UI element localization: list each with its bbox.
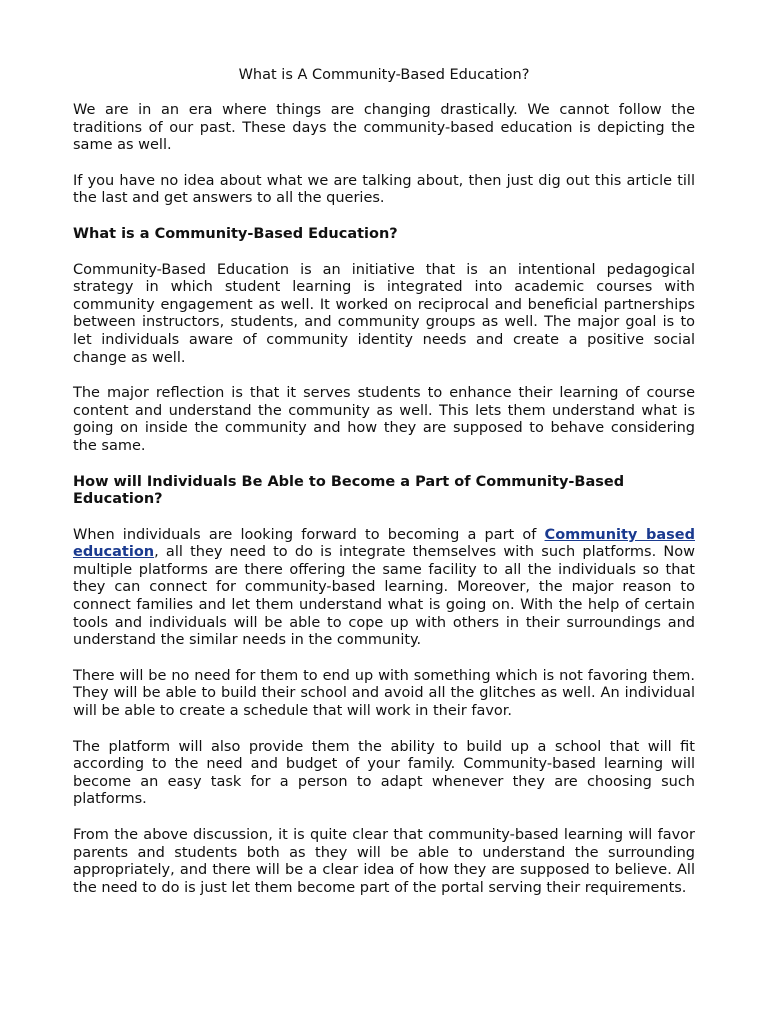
section-2-paragraph-4: From the above discussion, it is quite clear that community-based learning will favor parents and students both as they will be able to understand the surrounding appropriately, and there will be a clear idea of how they are supposed to believe. All the need to do is just let them become part of the portal serving their requirements. [73, 827, 695, 896]
section-2-paragraph-3: The platform will also provide them the ability to build up a school that will fit according to the need and budget of your family. Community-based learning will become an easy task for a person to adapt whenever they are choosing such platforms. [73, 738, 695, 808]
intro-paragraph-1: We are in an era where things are changing drastically. We cannot follow the traditions of our past. These days the community-based education is depicting the same as well. [73, 102, 695, 154]
section-1-paragraph-2: The major reflection is that it serves students to enhance their learning of course content and understand the community as well. This lets them understand what is going on inside the community and how they are supposed to behave considering the same. [73, 385, 695, 454]
paragraph-text-after-link: , all they need to do is integrate themselves with such platforms. Now multiple platforms are there offering the same facility to all the individuals so that they can connect for community-based learning. Moreover, the major reason to connect families and let them understand what is going on. With the help of certain tools and individuals will be able to cope up with others in their surroundings and understand the similar needs in the community. [73, 544, 695, 649]
community-based-education-link[interactable]: Community based education [73, 526, 695, 561]
paragraph-text-before-link: When individuals are looking forward to becoming a part of [73, 526, 545, 543]
intro-paragraph-2: If you have no idea about what we are talking about, then just dig out this article till the last and get answers to all the queries. [73, 172, 695, 207]
section-1-heading: What is a Community-Based Education? [73, 225, 398, 242]
document-page [73, 66, 695, 915]
section-2-paragraph-2: There will be no need for them to end up with something which is not favoring them. They will be able to build their school and avoid all the glitches as well. An individual will be able to create a schedule that will work in their favor. [73, 667, 695, 720]
document-title: What is A Community-Based Education? [238, 67, 530, 83]
section-2-heading: How will Individuals Be Able to Become a Part of Community-Based Education? [73, 473, 625, 508]
section-2-paragraph-1 [73, 527, 695, 650]
section-1-paragraph-1: Community-Based Education is an initiative that is an intentional pedagogical strategy in which student learning is integrated into academic courses with community engagement as well. It worked on reciprocal and beneficial partnerships between instructors, students, and community groups as well. The major goal is to let individuals aware of community identity needs and create a positive social change as well. [73, 261, 695, 366]
